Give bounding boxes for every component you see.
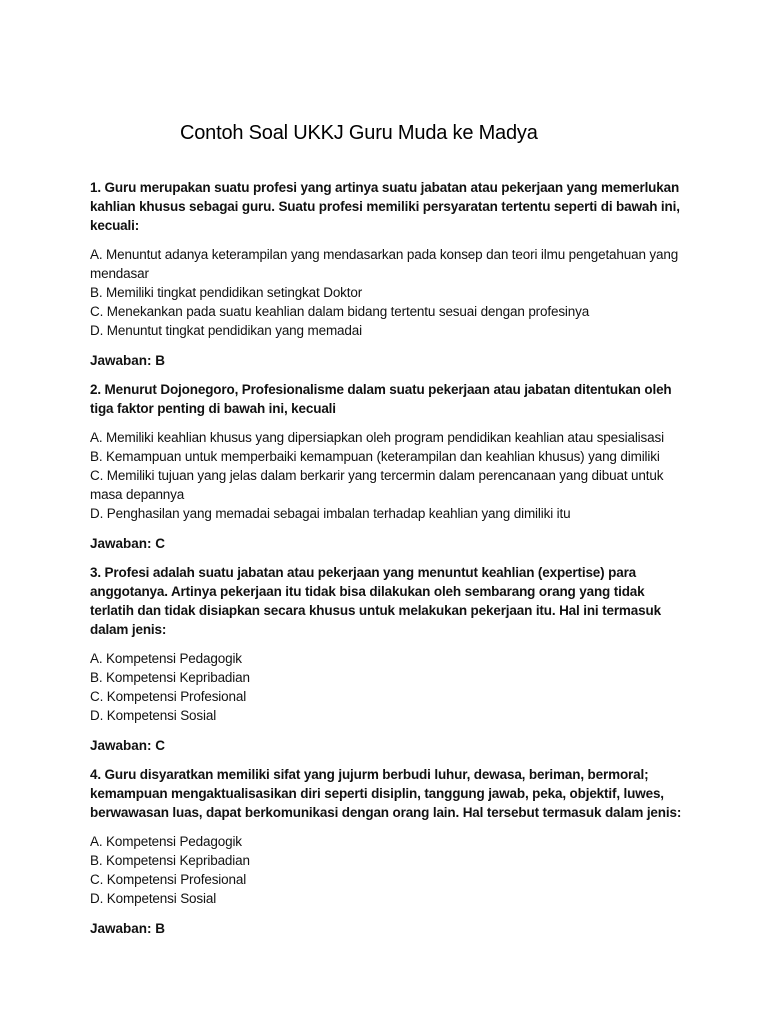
option-list [90, 428, 690, 523]
answer-text: Jawaban: B [90, 921, 166, 936]
option-d: D. Penghasilan yang memadai sebagai imbalan terhadap keahlian yang dimiliki itu [90, 506, 571, 521]
question-block [90, 563, 690, 755]
option-c: C. Kompetensi Profesional [90, 872, 247, 887]
question-text: 4. Guru disyaratkan memiliki sifat yang jujurm berbudi luhur, dewasa, beriman, bermoral; kemampuan mengaktualisasikan diri seperti disiplin, tanggung jawab, peka, objektif, luwes, berwawasan luas, dapat berkomunikasi dengan orang lain. Hal tersebut termasuk dalam jenis: [90, 767, 682, 820]
question-list [90, 178, 690, 948]
option-b: B. Memiliki tingkat pendidikan setingkat Doktor [90, 285, 363, 300]
question-block [90, 380, 690, 553]
question-text: 2. Menurut Dojonegoro, Profesionalisme dalam suatu pekerjaan atau jabatan ditentukan oleh tiga faktor penting di bawah ini, kecuali [90, 382, 672, 416]
option-b: B. Kemampuan untuk memperbaiki kemampuan (keterampilan dan keahlian khusus) yang dimiliki [90, 449, 660, 464]
question-text: 1. Guru merupakan suatu profesi yang artinya suatu jabatan atau pekerjaan yang memerlukan kahlian khusus sebagai guru. Suatu profesi memiliki persyaratan tertentu seperti di bawah ini, kecuali: [90, 180, 680, 233]
option-a: A. Kompetensi Pedagogik [90, 651, 242, 666]
option-c: C. Memiliki tujuan yang jelas dalam berkarir yang tercermin dalam perencanaan yang dibuat untuk masa depannya [90, 468, 664, 502]
option-b: B. Kompetensi Kepribadian [90, 853, 250, 868]
option-c: C. Menekankan pada suatu keahlian dalam bidang tertentu sesuai dengan profesinya [90, 304, 590, 319]
document-title: Contoh Soal UKKJ Guru Muda ke Madya [180, 122, 538, 144]
option-list [90, 649, 690, 725]
answer-text: Jawaban: C [90, 738, 166, 753]
option-a: A. Menuntut adanya keterampilan yang mendasarkan pada konsep dan teori ilmu pengetahuan yang mendasar [90, 247, 679, 281]
option-d: D. Menuntut tingkat pendidikan yang memadai [90, 323, 362, 338]
question-text: 3. Profesi adalah suatu jabatan atau pekerjaan yang menuntut keahlian (expertise) para anggotanya. Artinya pekerjaan itu tidak bisa dilakukan oleh sembarang orang yang tidak terlatih dan tidak disiapkan secara khusus untuk melakukan pekerjaan itu. Hal ini termasuk dalam jenis: [90, 565, 661, 637]
answer-text: Jawaban: B [90, 353, 166, 368]
option-a: A. Kompetensi Pedagogik [90, 834, 242, 849]
option-c: C. Kompetensi Profesional [90, 689, 247, 704]
option-list [90, 245, 690, 340]
option-list [90, 832, 690, 908]
option-b: B. Kompetensi Kepribadian [90, 670, 250, 685]
question-block [90, 178, 690, 370]
option-a: A. Memiliki keahlian khusus yang dipersiapkan oleh program pendidikan keahlian atau spesialisasi [90, 430, 664, 445]
question-block [90, 765, 690, 938]
answer-text: Jawaban: C [90, 536, 166, 551]
option-d: D. Kompetensi Sosial [90, 708, 217, 723]
option-d: D. Kompetensi Sosial [90, 891, 217, 906]
